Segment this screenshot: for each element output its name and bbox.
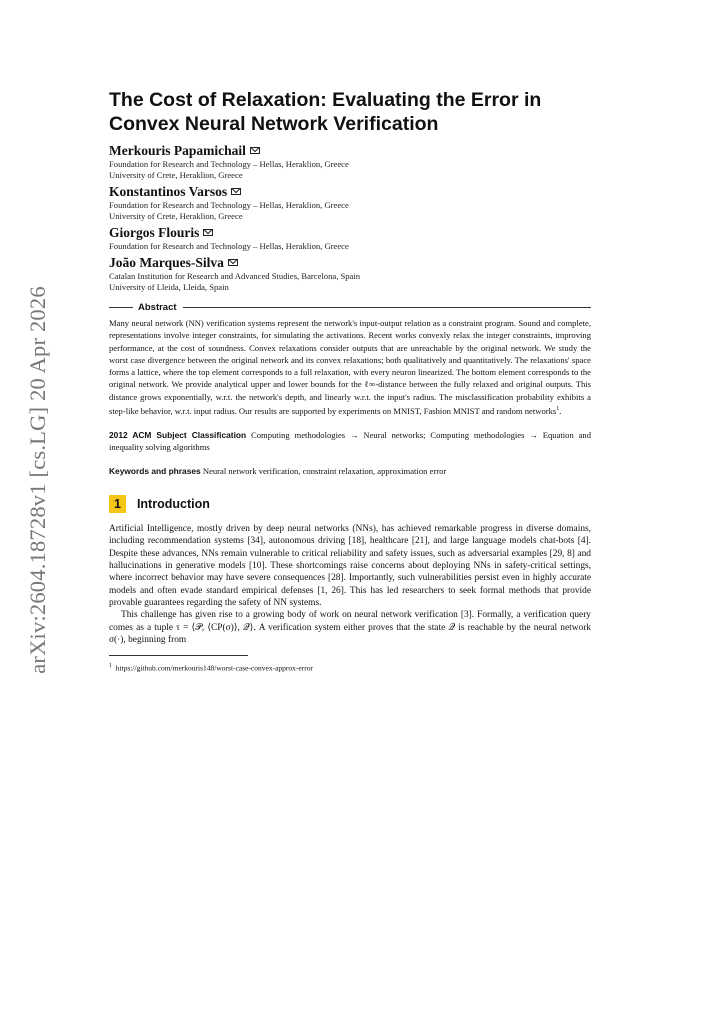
abstract-heading-text: Abstract [138,302,177,313]
acm-text: Computing methodologies → Neural networks; Computing methodologies → Equation and inequality solving algorithms [109,429,591,452]
author-affiliation: Foundation for Research and Technology – Hellas, Heraklion, Greece [109,200,349,210]
acm-classification [109,429,591,453]
section-title: Introduction [136,496,210,511]
keywords [109,465,591,477]
arxiv-id-text: arXiv:2604.18728v1 [cs.LG] 20 Apr 2026 [25,286,50,674]
author-affiliation: Foundation for Research and Technology – Hellas, Heraklion, Greece [109,159,349,169]
heading-rule [109,307,133,308]
section-number: 1 [109,495,126,513]
author-block [109,255,591,293]
author-affiliation: Foundation for Research and Technology – Hellas, Heraklion, Greece [109,241,349,251]
author-affiliation: Catalan Institution for Research and Advanced Studies, Barcelona, Spain [109,271,361,281]
author-name: Merkouris Papamichail [109,143,246,158]
paper-title [109,88,591,136]
footnote-ref[interactable]: 1 [556,405,560,412]
paper-page [109,88,591,674]
envelope-icon[interactable] [250,147,260,154]
envelope-icon[interactable] [228,259,238,266]
envelope-icon[interactable] [203,229,213,236]
abstract-text: Many neural network (NN) verification systems represent the network's input-output relation as a constraint program. Sound and complete, representations involve integer constraints, for simulating the activations. Recent works convexly relax the integer constraints, improving performance, at the cost of soundness. Convex relaxations consider outputs that are unreachable by the original network. We study the worst case divergence between the original network and its convex relaxations; both qualitatively and quantitatively. The relaxations' space forms a lattice, where the top element corresponds to a full relaxation, with every neuron linearized. The bottom element corresponds to the original network. We provide analytical upper and lower bounds for the ℓ∞-distance between the fully relaxed and original outputs. This distance grows exponentially, w.r.t. the network's depth, and linearly w.r.t. the input's radius. The misclassification probability exhibits a step-like behavior, w.r.t. input radius. Our results are supported by experiments on MNIST, Fashion MNIST and random networks$^1$. [109,318,591,416]
author-name: João Marques-Silva [109,255,224,270]
section-heading [109,495,591,513]
intro-paragraph-2: This challenge has given rise to a growing body of work on neural network verification [3]. Formally, a verification query comes as a tuple τ = ⟨𝒫, ⟨CP(σ)⟩, 𝒬⟩. A verification system either proves that the state 𝒬 is reachable by the neural network σ(·), beginning from [109,610,591,645]
title-line-1: The Cost of Relaxation: Evaluating the Error in [109,89,542,111]
author-affiliation: University of Lleida, Lleida, Spain [109,282,229,292]
keywords-label: Keywords and phrases [109,465,201,476]
author-block [109,225,591,252]
footnote-mark: 1 [109,663,112,670]
footnote-link[interactable]: https://github.com/merkouris148/worst-case-convex-approx-error [115,663,313,673]
intro-paragraph-1: Artificial Intelligence, mostly driven by deep neural networks (NNs), has achieved remarkable progress in diverse domains, including recommendation systems [34], autonomous driving [18], healthcare [21], and large language models chat-bots [4]. Despite these advances, NNs remain vulnerable to critical reliability and safety issues, such as adversarial examples [29, 8] and hallucinations in generative models [10]. These shortcomings raise concerns about deploying NNs in safety-critical settings, where incorrect behavior may have severe consequences [28]. Importantly, such vulnerabilities persist even in highly accurate models and often evade standard empirical defenses [1, 26]. This has led researchers to seek formal methods that provide provable guarantees regarding the safety of NN systems. [109,523,591,608]
author-block [109,184,591,222]
footnote-rule [109,655,248,656]
author-name: Giorgos Flouris [109,225,200,240]
arxiv-identifier [18,286,58,674]
author-name: Konstantinos Varsos [109,184,228,199]
envelope-icon[interactable] [231,188,241,195]
author-affiliation: University of Crete, Heraklion, Greece [109,170,243,180]
acm-label: 2012 ACM Subject Classification [109,429,247,440]
footnote [109,661,591,674]
title-line-2: Convex Neural Network Verification [109,113,439,135]
keywords-text: Neural network verification, constraint relaxation, approximation error [202,465,447,476]
heading-rule [183,307,591,308]
author-block [109,143,591,181]
author-affiliation: University of Crete, Heraklion, Greece [109,211,243,221]
abstract-heading [109,302,591,313]
